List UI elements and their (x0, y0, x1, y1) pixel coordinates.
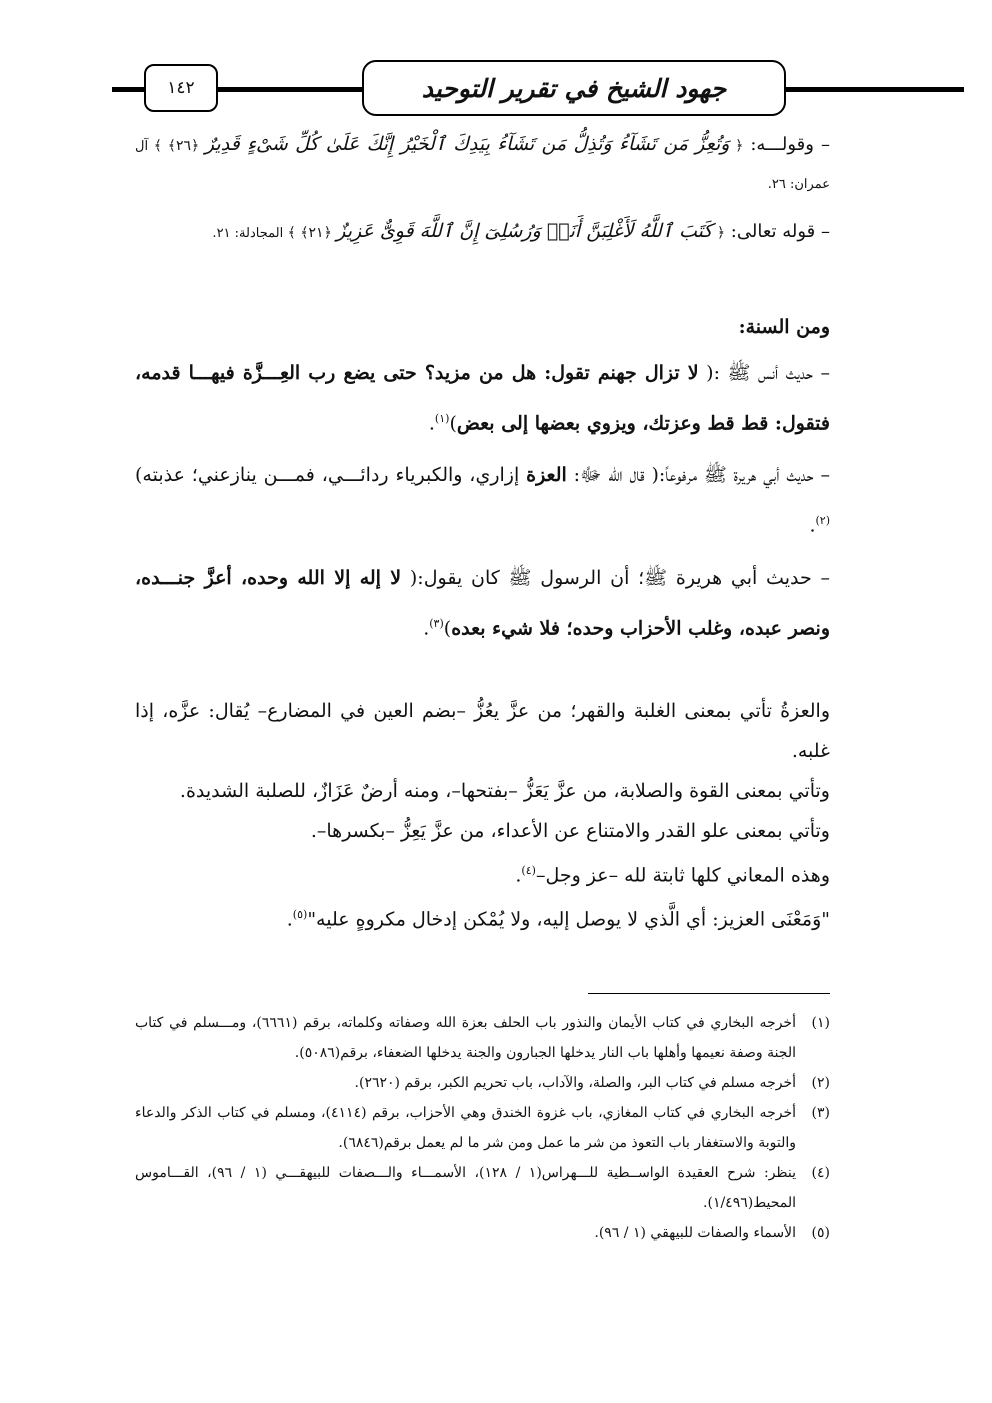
page-number-text: ١٤٢ (167, 78, 195, 98)
footnote-number: (٣) (811, 1105, 830, 1121)
footnote-text: الأسماء والصفات للبيهقي (١ / ٩٦). (594, 1225, 796, 1241)
hadith-bold: العزة (526, 464, 567, 487)
hadith-close: ) (443, 616, 452, 639)
hadith-text: لا تزال جهنم تقول: هل من مزيد؟ حتى يضع رب العِـــزَّة فيهـــا قدمه، فتقول: قط قط وعزتك، ويزوي بعضها إلى بعض (135, 362, 830, 435)
verse-reference: آل عمران: ٢٦. (135, 139, 830, 192)
footnote-ref[interactable]: (٥) (292, 908, 308, 922)
hadith-end: . (428, 412, 435, 435)
ayah-number: ﴿٢١﴾ (295, 225, 337, 241)
footnote-text: أخرجه البخاري في كتاب المغازي، باب غزوة الخندق وهي الأحزاب، برقم (٤١١٤)، ومسلم في كتاب الذكر والدعاء والتوبة والاستغفار باب التعوذ من شر ما عمل ومن شر ما لم يعمل برقم(٦٨٤٦). (135, 1105, 796, 1151)
footnote-number: (١) (811, 1015, 830, 1031)
hadith-2 (135, 452, 830, 548)
verse-open-bracket: ﴿ (712, 225, 726, 241)
footnote-item (135, 1218, 830, 1248)
explanation-4 (135, 851, 830, 895)
verse-open-bracket: ﴿ (729, 138, 744, 154)
page-body (135, 126, 830, 940)
verse-close-bracket: ﴾ (283, 225, 296, 241)
explanation-5 (135, 895, 830, 939)
verse-intro: – وقولـــه: (743, 134, 830, 155)
verse-intro: – قوله تعالى: (725, 221, 830, 242)
footnote-text: ينظر: شرح العقيدة الواســطية للـــهراس(١ / ١٢٨)، الأسمـــاء والـــصفات للبيهقـــي (١ / ٩٦)، القـــاموس المحيط(١/٤٩٦). (135, 1165, 797, 1211)
explanation-text: "وَمَعْنَى العزيز: أي الَّذي لا يوصل إليه، ولا يُمْكن إدخال مكروهٍ عليه" (307, 908, 830, 931)
page-number (144, 64, 218, 112)
hadith-intro: – حديث أنس ﷺ :( (698, 362, 830, 384)
ayah-number: ﴿٢٦﴾ (162, 138, 205, 154)
footnote-ref[interactable]: (٤) (521, 863, 536, 877)
explanation-2: وتأتي بمعنى القوة والصلابة، من عزَّ يَعَزُّ –بفتحها–، ومنه أرضٌ عَزَازٌ، للصلبة الشديدة. (179, 779, 830, 802)
running-title (362, 60, 786, 116)
footnote-number: (٤) (811, 1165, 830, 1181)
footnote-item (135, 1098, 830, 1158)
verse-text: كَتَبَ ٱللَّهُ لَأَغْلِبَنَّ أَنَا۠ وَرُسُلِىٓ إِنَّ ٱللَّهَ قَوِىٌّ عَزِيزٌ (336, 220, 713, 242)
hadith-1 (135, 350, 830, 446)
explanation-3: وتأتي بمعنى علو القدر والامتناع عن الأعداء، من عزَّ يَعِزُّ –بكسرها–. (310, 819, 830, 842)
verse-reference: المجادلة: ٢١. (212, 226, 284, 241)
footnote-text: أخرجه مسلم في كتاب البر، والصلة، والآداب، باب تحريم الكبر، برقم (٢٦٢٠). (354, 1075, 796, 1091)
explanation-text: وهذه المعاني كلها ثابتة لله –عز وجل– (535, 864, 830, 887)
hadith-3 (135, 555, 830, 651)
footnote-ref[interactable]: (٣) (429, 616, 444, 630)
explanation-end: . (515, 864, 522, 887)
hadith-end: . (423, 616, 430, 639)
verse-2 (135, 213, 830, 252)
footnote-item (135, 1068, 830, 1098)
running-title-text: جهود الشيخ في تقرير التوحيد (421, 73, 727, 103)
hadith-intro: – حديث أبي هريرة ﷺ؛ أن الرسول ﷺ كان يقول:( (401, 566, 830, 589)
hadith-text: لا إله إلا الله وحده، أعزَّ جنـــده، ونصر عبده، وغلب الأحزاب وحده؛ فلا شيء بعده (135, 566, 830, 639)
hadith-close: ) (449, 412, 457, 435)
footnote-item (135, 1008, 830, 1068)
footnote-text: أخرجه البخاري في كتاب الأيمان والنذور باب الحلف بعزة الله وصفاته وكلماته، برقم (٦٦٦١)، ومـــسلم في كتاب الجنة وصفة نعيمها وأهلها باب النار يدخلها الجبارون والجنة يدخلها الضعفاء، برقم(٥٠٨٦). (135, 1015, 796, 1061)
sunnah-heading: ومن السنة: (738, 316, 830, 338)
footnotes (135, 1008, 830, 1248)
footnote-number: (٥) (811, 1225, 830, 1241)
verse-close-bracket: ﴾ (148, 138, 162, 154)
explanation-end: . (286, 908, 293, 931)
verse-text: وَتُعِزُّ مَن تَشَآءُ وَتُذِلُّ مَن تَشَآءُ بِيَدِكَ ٱلْخَيْرُ إِنَّكَ عَلَىٰ كُلِّ شَىْءٍ قَدِيرٌ (204, 133, 730, 155)
hadith-intro: – حديث أبي هريرة ﷺ مرفوعاً:( قال الله ﷻ: (566, 464, 830, 487)
footnote-number: (٢) (811, 1075, 830, 1091)
verse-1 (135, 126, 830, 203)
footnote-item (135, 1158, 830, 1218)
hadith-text: إزاري، والكبرياء ردائـــي، فمـــن ينازعني؛ عذبته) (135, 464, 527, 487)
footnote-ref[interactable]: (١) (434, 412, 450, 425)
footnote-separator (588, 993, 830, 994)
hadith-end: . (809, 514, 816, 537)
explanation-1: والعزةُ تأتي بمعنى الغلبة والقهر؛ من عزَّ يعُزُّ –بضم العين في المضارع– يُقال: عزَّه، إذا غلبه. (135, 699, 830, 762)
footnote-ref[interactable]: (٢) (815, 514, 830, 528)
